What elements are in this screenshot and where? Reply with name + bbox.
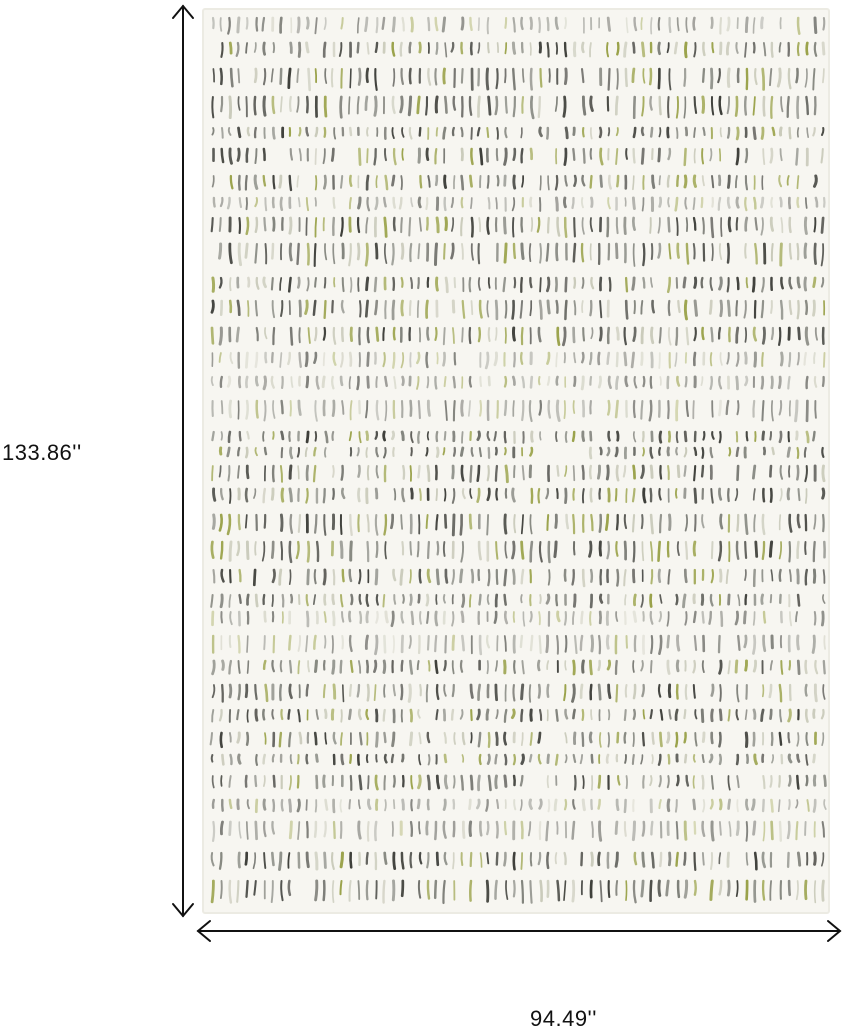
width-arrow [198, 921, 840, 941]
height-arrow [173, 6, 193, 916]
height-dimension-label: 133.86'' [2, 440, 82, 465]
width-dimension-label: 94.49'' [530, 1006, 597, 1028]
